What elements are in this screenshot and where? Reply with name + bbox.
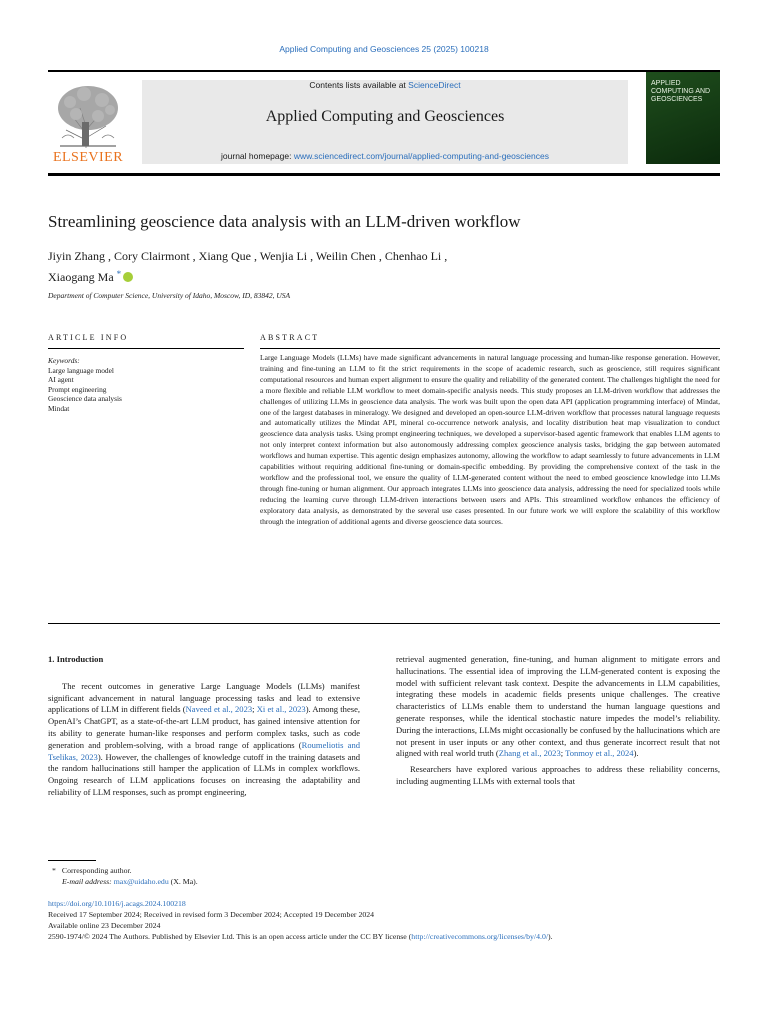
article-info-rule: [48, 348, 244, 349]
intro-paragraph-2: Researchers have explored various approaches to address these reliability concerns, including augmenting LLMs with external tools that: [396, 764, 720, 786]
sciencedirect-link[interactable]: ScienceDirect: [408, 80, 461, 90]
keyword-item: Large language model: [48, 365, 114, 375]
keyword-item: AI agent: [48, 375, 74, 385]
body-column-right: [396, 654, 720, 788]
keyword-item: Mindat: [48, 403, 70, 413]
cover-line1: APPLIED COMPUTING AND: [651, 80, 711, 95]
citation-link[interactable]: Tonmoy et al., 2024: [565, 748, 634, 759]
homepage-link[interactable]: www.sciencedirect.com/journal/applied-computing-and-geosciences: [293, 151, 549, 161]
abstract-rule: [260, 348, 720, 349]
citation-link[interactable]: Naveed et al., 2023: [185, 704, 253, 715]
footnote: * Corresponding author. E-mail address: max@uidaho.edu (X. Ma).: [52, 866, 198, 887]
body-column-left: [48, 654, 360, 799]
affiliation: Department of Computer Science, University of Idaho, Moscow, ID, 83842, USA: [48, 291, 291, 300]
email-label: E-mail address:: [62, 877, 114, 887]
footnote-mark: *: [52, 866, 56, 875]
homepage-line: [142, 151, 628, 161]
article-meta: [48, 898, 728, 942]
license-link[interactable]: http://creativecommons.org/licenses/by/4.0/: [411, 932, 549, 941]
corresponding-mark[interactable]: *: [116, 269, 122, 279]
contents-prefix: Contents lists available at: [309, 80, 409, 90]
homepage-prefix: journal homepage:: [221, 151, 294, 161]
article-title: Streamlining geoscience data analysis with an LLM-driven workflow: [48, 212, 521, 231]
keywords-label: Keywords:: [48, 356, 80, 365]
publisher-logo-text: ELSEVIER: [52, 150, 124, 165]
section-heading-introduction: 1. Introduction: [48, 654, 104, 664]
citation-link[interactable]: Roumeliotis and Tselikas, 2023: [48, 739, 361, 762]
keyword-item: Geoscience data analysis: [48, 394, 122, 404]
available-online: Available online 23 December 2024: [48, 921, 161, 930]
orcid-icon[interactable]: [123, 272, 133, 282]
article-info-heading: ARTICLE INFO: [48, 333, 129, 342]
corresponding-author-note: Corresponding author.: [61, 866, 132, 875]
license-line: 2590-1974/© 2024 The Authors. Published by Elsevier Ltd. This is an open access article under the CC BY license (http://creativecommons.org/licenses/by/4.0/).: [48, 932, 553, 941]
citation-link[interactable]: Zhang et al., 2023: [498, 748, 561, 759]
doi-link[interactable]: https://doi.org/10.1016/j.acags.2024.100218: [48, 899, 186, 908]
keyword-item: Prompt engineering: [48, 384, 107, 394]
authors-line1[interactable]: Jiyin Zhang , Cory Clairmont , Xiang Que , Wenjia Li , Weilin Chen , Chenhao Li ,: [48, 249, 448, 263]
top-rule: [48, 70, 720, 72]
intro-paragraph-1-cont: retrieval augmented generation, fine-tuning, and human alignment to mitigate errors and hallucinations. The essential idea of improving the LLM-generated content is exposing the model with sufficient relevant task context. Despite the advancements in LLM capabilities, integrating these models in academic fields presents unique challenges. The creative characteristics of LLMs enable them to understand the human language questions and generate responses, while the identical stochastic nature impedes the model’s reliability. During the interactions, LLMs might occasionally be confused by the hallucinations which are not present in user inputs or any other context, and thus generate incorrect result that not aligned with real world truth (Zhang et al., 2023; Tonmoy et al., 2024).: [396, 654, 720, 759]
running-head: Applied Computing and Geosciences 25 (2025) 100218: [279, 44, 489, 54]
header-rule: [48, 173, 720, 176]
citation-link[interactable]: Xi et al., 2023: [256, 704, 306, 715]
received-dates: Received 17 September 2024; Received in revised form 3 December 2024; Accepted 19 December 2024: [48, 910, 375, 919]
authors-line2[interactable]: Xiaogang Ma: [48, 270, 114, 284]
cover-line2: GEOSCIENCES: [651, 96, 703, 103]
author-list: [48, 247, 720, 286]
abstract-heading: ABSTRACT: [260, 333, 320, 342]
keywords-block: [48, 356, 244, 414]
contents-line: [142, 80, 628, 90]
intro-paragraph-1: The recent outcomes in generative Large Language Models (LLMs) manifest significant advancement in natural language processing tasks and lead to extensive applications of LLM in different fields (Naveed et al., 2023; Xi et al., 2023). Among these, OpenAI’s ChatGPT, as a state-of-the-art LLM product, has gained intensive attention for its ability to generate human-like responses and perform complex tasks, such as code generation and problem-solving, with a broad range of applications (Roumeliotis and Tselikas, 2023). However, the challenges of knowledge cutoff in the training datasets and the random hallucinations still hamper the application of LLMs in complex workflows. Ongoing research of LLM applications focuses on increasing the adaptability and reliability of LLM responses, such as prompt engineering,: [48, 680, 361, 797]
email-link[interactable]: max@uidaho.edu: [113, 877, 169, 887]
abstract-bottom-rule: [48, 623, 720, 624]
footnote-rule: [48, 860, 96, 861]
journal-title: Applied Computing and Geosciences: [265, 108, 505, 125]
journal-cover[interactable]: [646, 72, 720, 164]
abstract-text: Large Language Models (LLMs) have made significant advancements in natural language processing and human-like response generation. However, training and fine-tuning an LLM to fit the strict requirements in the scope of academic research, such as geoscience, still requires significant computational resources and human expert alignment to ensure the quality and reliability of the generated content. The challenges highlight the need for a more flexible and reliable LLM workflow to meet domain-specific analysis needs. This study proposes an LLM-driven workflow that addresses the challenges of utilizing LLMs in geoscience data analysis. The work was built upon the open data API (application programming interface) of Mindat, one of the largest databases in mineralogy. We designed and developed an open-source LLM-driven workflow that processes natural language requests and automatically utilizes the Mindat API, mineral co-occurrence network analysis, and locality distribution heat map visualization to conduct geoscience data analysis tasks. Using prompt engineering techniques, we developed a supervisor-based agentic framework that enables LLM agents to not only interpret context information but also autonomously addressing complex geoscience analysis tasks, bridging the gap between automated workflows and human expertise. This agentic design emphasizes autonomy, allowing the workflow to adapt seamlessly to future advancements in LLM capabilities without requiring additional fine-tuning or domain-specific embedding. By providing the comprehensive context of the task in the workflow and the professional tool, we ensure the quality of LLM-generated content without the need to embed geoscience knowledge into LLMs through fine-tuning or human alignment. Our approach integrates LLMs into geoscience data analysis, addressing the need for specialized tools while reducing the learning curve through LLM-driven interactions between users and APIs. This streamlined workflow enhances the efficiency of exploratory data analysis, as demonstrated by the several use cases presented. In our future work we will explore the scalability of this workflow through the integration of additional agents and diverse geoscience data sources.: [260, 353, 720, 526]
